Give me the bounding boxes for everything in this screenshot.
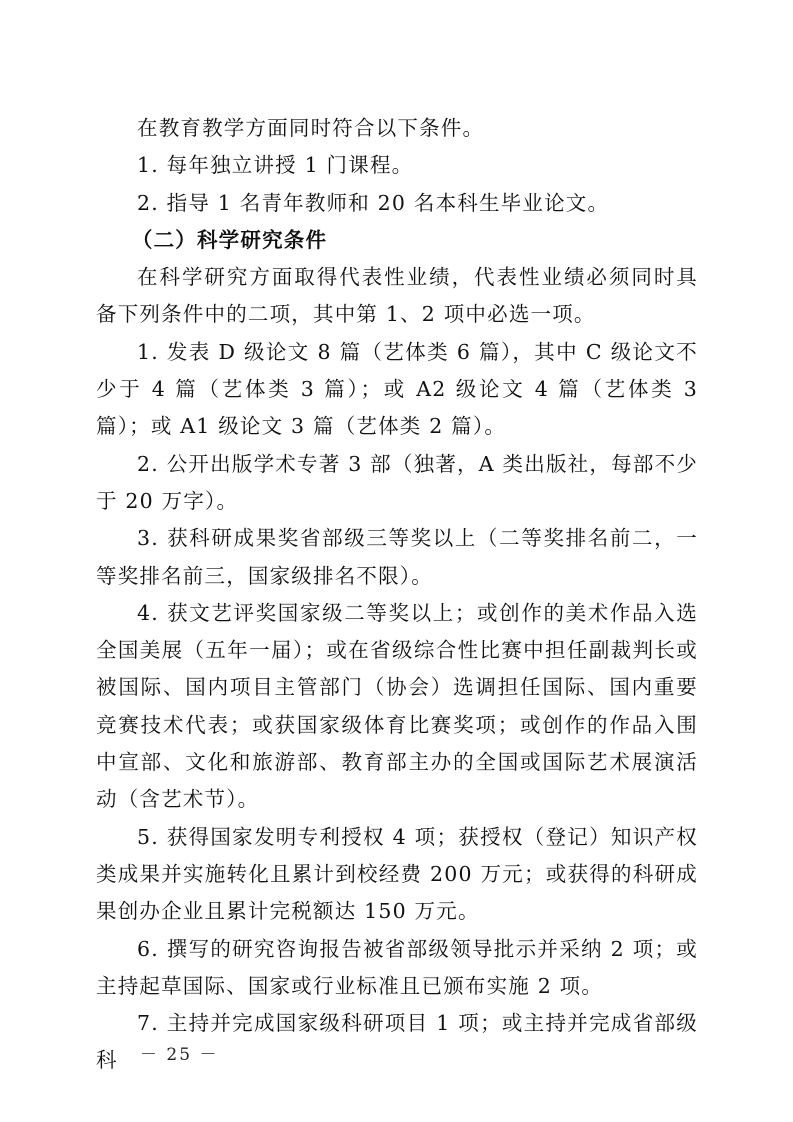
paragraph-research-intro: 在科学研究方面取得代表性业绩，代表性业绩必须同时具备下列条件中的二项，其中第 1、2 项中必选一项。	[96, 265, 698, 327]
page-number: － 25 －	[140, 1045, 219, 1065]
section-heading-research: （二）科学研究条件	[131, 227, 328, 252]
paragraph-teaching-item-1: 1. 每年独立讲授 1 门课程。	[137, 153, 414, 178]
paragraph-intro: 在教育教学方面同时符合以下条件。	[137, 116, 485, 140]
paragraph-research-item-7: 7. 主持并完成国家级科研项目 1 项；或主持并完成省部级科	[96, 1011, 698, 1073]
paragraph-research-item-6: 6. 撰写的研究咨询报告被省部级领导批示并采纳 2 项；或主持起草国际、国家或行业标准且已颁布实施 2 项。	[96, 936, 698, 998]
document-body	[96, 110, 698, 1080]
paragraph-research-item-3: 3. 获科研成果奖省部级三等奖以上（二等奖排名前二，一等奖排名前三，国家级排名不限）。	[96, 526, 698, 588]
paragraph-research-item-1: 1. 发表 D 级论文 8 篇（艺体类 6 篇），其中 C 级论文不少于 4 篇（艺体类 3 篇）；或 A2 级论文 4 篇（艺体类 3 篇）；或 A1 级论文 3 篇（艺体类 2 篇）。	[96, 339, 698, 439]
paragraph-teaching-item-2: 2. 指导 1 名青年教师和 20 名本科生毕业论文。	[137, 190, 610, 215]
paragraph-research-item-2: 2. 公开出版学术专著 3 部（独著，A 类出版社，每部不少于 20 万字）。	[96, 451, 698, 513]
paragraph-research-item-4: 4. 获文艺评奖国家级二等奖以上；或创作的美术作品入选全国美展（五年一届）；或在省级综合性比赛中担任副裁判长或被国际、国内项目主管部门（协会）选调担任国际、国内重要竞赛技术代表；或获国家级体育比赛奖项；或创作的作品入围中宣部、文化和旅游部、教育部主办的全国或国际艺术展演活动（含艺术节）。	[96, 600, 698, 812]
paragraph-research-item-5: 5. 获得国家发明专利授权 4 项；获授权（登记）知识产权类成果并实施转化且累计到校经费 200 万元；或获得的科研成果创办企业且累计完税额达 150 万元。	[96, 824, 698, 924]
